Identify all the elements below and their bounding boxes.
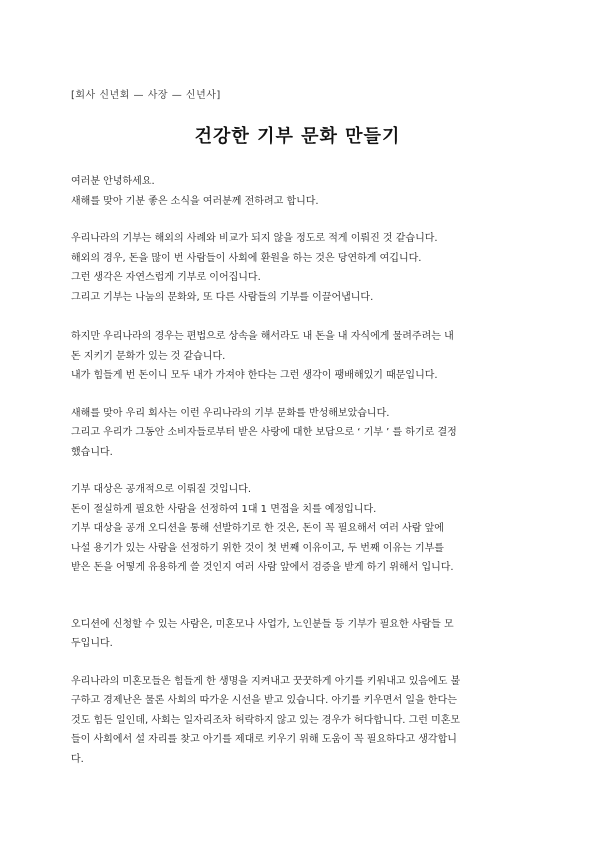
paragraph-line: 여러분 안녕하세요.	[71, 176, 155, 187]
paragraph-line: 했습니다.	[71, 446, 113, 458]
paragraph-applicants	[71, 615, 528, 654]
paragraph-line: 나설 용기가 있는 사람을 선정하기 위한 것이 첫 번째 이유이고, 두 번째 이유는 기부를	[71, 542, 444, 554]
paragraph-korea-culture	[71, 327, 528, 386]
paragraph-company-decision	[71, 404, 528, 463]
paragraph-line: 그리고 우리가 그동안 소비자들로부터 받은 사랑에 대한 보답으로 ‘ 기부 ’ 를 하기로 결정	[71, 427, 457, 438]
paragraph-line: 우리나라의 미혼모들은 힘들게 한 생명을 지켜내고 꿋꿋하게 아기를 키워내고 있음에도 불	[71, 675, 461, 687]
paragraph-greeting	[71, 172, 528, 211]
paragraph-audition	[71, 480, 528, 578]
document-title: 건강한 기부 문화 만들기	[194, 126, 401, 147]
paragraph-line: 새해를 맞아 기분 좋은 소식을 여러분께 전하려고 합니다.	[71, 195, 319, 207]
paragraph-single-mothers	[71, 672, 528, 770]
paragraph-line: 기부 대상은 공개적으로 이뤄질 것입니다.	[71, 484, 252, 495]
header-note: [회사 신년회 — 사장 — 신년사]	[71, 90, 221, 101]
paragraph-line: 하지만 우리나라의 경우는 편법으로 상속을 해서라도 내 돈을 내 자식에게 물려주려는 내	[71, 331, 454, 342]
paragraph-line: 기부 대상을 공개 오디션을 통해 선발하기로 한 것은, 돈이 꼭 필요해서 여러 사람 앞에	[71, 523, 444, 534]
paragraph-overseas-donation	[71, 229, 528, 307]
paragraph-line: 내가 힘들게 번 돈이니 모두 내가 가져야 한다는 그런 생각이 팽배해있기 때문입니다.	[71, 370, 438, 381]
paragraph-line: 그리고 기부는 나눔의 문화와, 또 다른 사람들의 기부를 이끌어냅니다.	[71, 291, 374, 303]
paragraph-line: 우리나라의 기부는 해외의 사례와 비교가 되지 않을 정도로 적게 이뤄진 것 같습니다.	[71, 233, 438, 244]
paragraph-line: 돈 지키기 문화가 있는 것 같습니다.	[71, 350, 226, 362]
paragraph-line: 것도 힘든 일인데, 사회는 일자리조차 허락하지 않고 있는 경우가 허다합니다. 그런 미혼모	[71, 714, 461, 726]
paragraph-line: 새해를 맞아 우리 회사는 이런 우리나라의 기부 문화를 반성해보았습니다.	[71, 407, 390, 419]
document-body	[71, 172, 528, 769]
paragraph-line: 구하고 경제난은 물론 사회의 따가운 시선을 받고 있습니다. 아기를 키우면서 일을 한다는	[71, 695, 457, 706]
paragraph-line: 받은 돈을 어떻게 유용하게 쓸 것인지 여러 사람 앞에서 검증을 받게 하기 위해서 입니다.	[71, 562, 454, 573]
paragraph-line: 돈이 절실하게 필요한 사람을 선정하여 1대 1 면접을 치를 예정입니다.	[71, 503, 377, 515]
paragraph-line: 오디션에 신청할 수 있는 사람은, 미혼모나 사업가, 노인분들 등 기부가 필요한 사람들 모	[71, 618, 454, 630]
paragraph-line: 두입니다.	[71, 638, 113, 649]
paragraph-line: 해외의 경우, 돈을 많이 번 사람들이 사회에 환원을 하는 것은 당연하게 여깁니다.	[71, 252, 422, 264]
paragraph-line: 그런 생각은 자연스럽게 기부로 이어집니다.	[71, 272, 261, 283]
paragraph-line: 들이 사회에서 설 자리를 찾고 아기를 제대로 키우기 위해 도움이 꼭 필요하다고 생각합니	[71, 734, 457, 745]
paragraph-line: 다.	[71, 753, 84, 765]
